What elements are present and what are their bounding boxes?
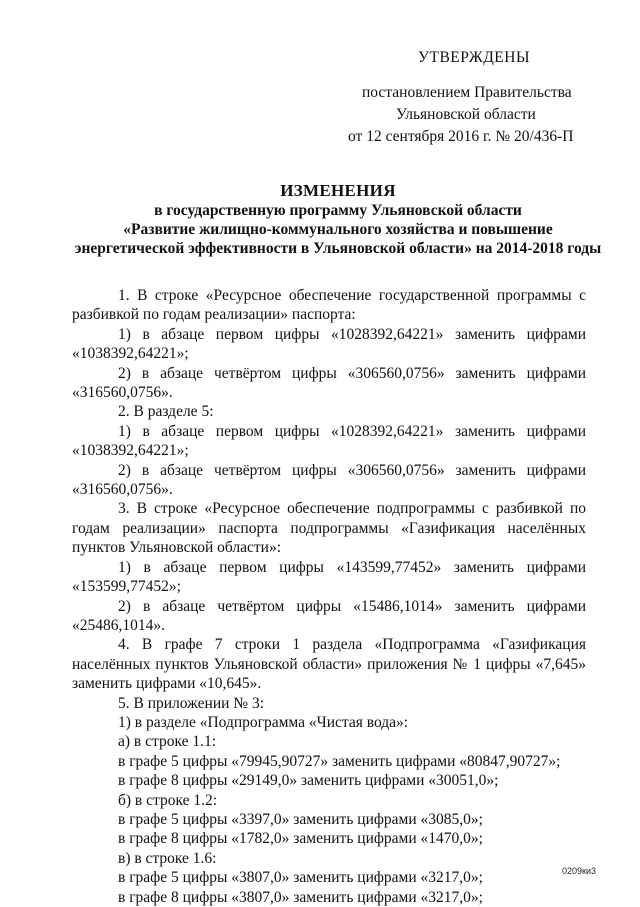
approval-title: УТВЕРЖДЕНЫ: [418, 49, 530, 66]
heading-line-3: энергетической эффективности в Ульяновской области» на 2014-2018 годы: [74, 240, 602, 257]
heading-line-1: в государственную программу Ульяновской области: [154, 202, 522, 219]
paragraph-5-a-2: в графе 8 цифры «29149,0» заменить цифрами «30051,0»;: [118, 772, 499, 790]
document-heading: [60, 181, 616, 258]
heading-line-2: «Развитие жилищно-коммунального хозяйства и повышение: [123, 221, 553, 238]
document-title: ИЗМЕНЕНИЯ: [280, 181, 396, 200]
paragraph-5-c-2: в графе 8 цифры «3807,0» заменить цифрами «3217,0»;: [118, 888, 483, 906]
paragraph-1: 1. В строке «Ресурсное обеспечение государственной программы с разбивкой по годам реализации» паспорта:: [72, 287, 586, 324]
paragraph-3-1: 1) в абзаце первом цифры «143599,77452» заменить цифрами «153599,77452»;: [72, 558, 586, 596]
approval-date-number: от 12 сентября 2016 г. № 20/436-П: [348, 128, 574, 145]
paragraph-5-c: в) в строке 1.6:: [118, 849, 217, 867]
paragraph-5-b-1: в графе 5 цифры «3397,0» заменить цифрами «3085,0»;: [118, 810, 483, 828]
paragraph-5-1: 1) в разделе «Подпрограмма «Чистая вода»:: [118, 713, 409, 731]
paragraph-5: 5. В приложении № 3:: [118, 694, 265, 712]
paragraph-2-2: 2) в абзаце четвёртом цифры «306560,0756» заменить цифрами «316560,0756».: [72, 461, 586, 499]
paragraph-5-b-2: в графе 8 цифры «1782,0» заменить цифрами «1470,0»;: [118, 830, 483, 848]
paragraph-3-2: 2) в абзаце четвёртом цифры «15486,1014» заменить цифрами «25486,1014».: [72, 597, 586, 634]
paragraph-5-b: б) в строке 1.2:: [118, 791, 218, 809]
paragraph-1-2: 2) в абзаце четвёртом цифры «306560,0756» заменить цифрами «316560,0756».: [72, 364, 586, 402]
paragraph-3: 3. В строке «Ресурсное обеспечение подпрограммы с разбивкой по годам реализации» паспорта подпрограммы «Газификация населённых пунктов Ульяновской области»:: [72, 500, 586, 557]
approval-issuer: постановлением Правительства: [362, 84, 572, 101]
paragraph-5-c-1: в графе 5 цифры «3807,0» заменить цифрами «3217,0»;: [118, 869, 483, 887]
approval-region: Ульяновской области: [396, 106, 536, 123]
paragraph-4: 4. В графе 7 строки 1 раздела «Подпрограмма «Газификация населённых пунктов Ульяновской области» приложения № 1 цифры «7,645» заменить цифрами «10,645».: [72, 636, 586, 693]
paragraph-5-a-1: в графе 5 цифры «79945,90727» заменить цифрами «80847,90727»;: [118, 752, 561, 770]
footer-document-code: 0209ки3: [562, 866, 596, 876]
document-body: [72, 286, 586, 907]
paragraph-5-a: а) в строке 1.1:: [118, 733, 217, 751]
paragraph-2-1: 1) в абзаце первом цифры «1028392,64221» заменить цифрами «1038392,64221»;: [72, 422, 586, 460]
paragraph-2: 2. В разделе 5:: [118, 403, 214, 421]
paragraph-1-1: 1) в абзаце первом цифры «1028392,64221» заменить цифрами «1038392,64221»;: [72, 325, 586, 363]
